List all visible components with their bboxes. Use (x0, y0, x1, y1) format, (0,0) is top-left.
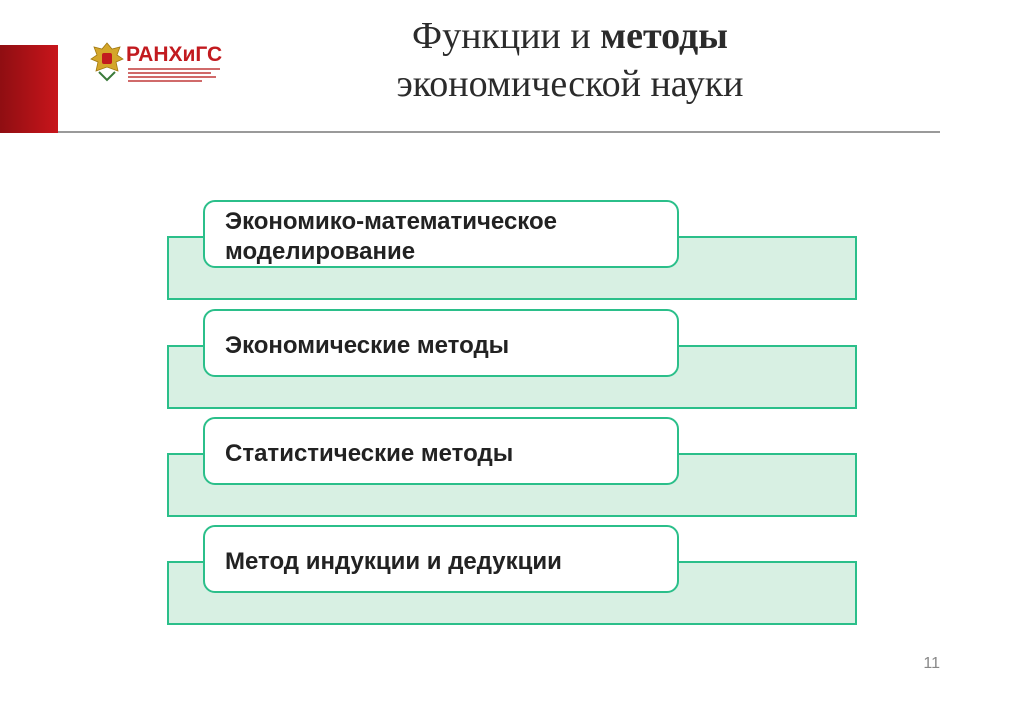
method-box (203, 525, 679, 593)
method-label: Метод индукции и дедукции (225, 548, 562, 575)
title-bold-text: методы (600, 15, 728, 57)
title-line-2: экономической науки (396, 63, 744, 105)
method-box (203, 200, 679, 268)
logo-subtitle-lines (128, 68, 220, 84)
method-item-modeling (167, 200, 855, 312)
method-label: Экономико-математическое моделирование (225, 208, 558, 265)
title-line-1 (300, 12, 840, 60)
method-box (203, 309, 679, 377)
header-divider (58, 131, 940, 133)
method-box (203, 417, 679, 485)
method-label: Экономические методы (225, 332, 510, 359)
method-item-induction-deduction (167, 525, 855, 637)
logo-text: РАНХиГС (126, 43, 223, 66)
method-item-statistical (167, 417, 855, 529)
method-label: Статистические методы (225, 440, 514, 467)
title-text: Функции и (412, 15, 601, 57)
eagle-emblem-icon (90, 40, 124, 82)
red-accent-bar (0, 45, 58, 133)
slide-title (300, 12, 840, 108)
ranepa-logo (90, 40, 223, 84)
method-item-economic (167, 309, 855, 421)
page-number: 11 (923, 655, 940, 672)
